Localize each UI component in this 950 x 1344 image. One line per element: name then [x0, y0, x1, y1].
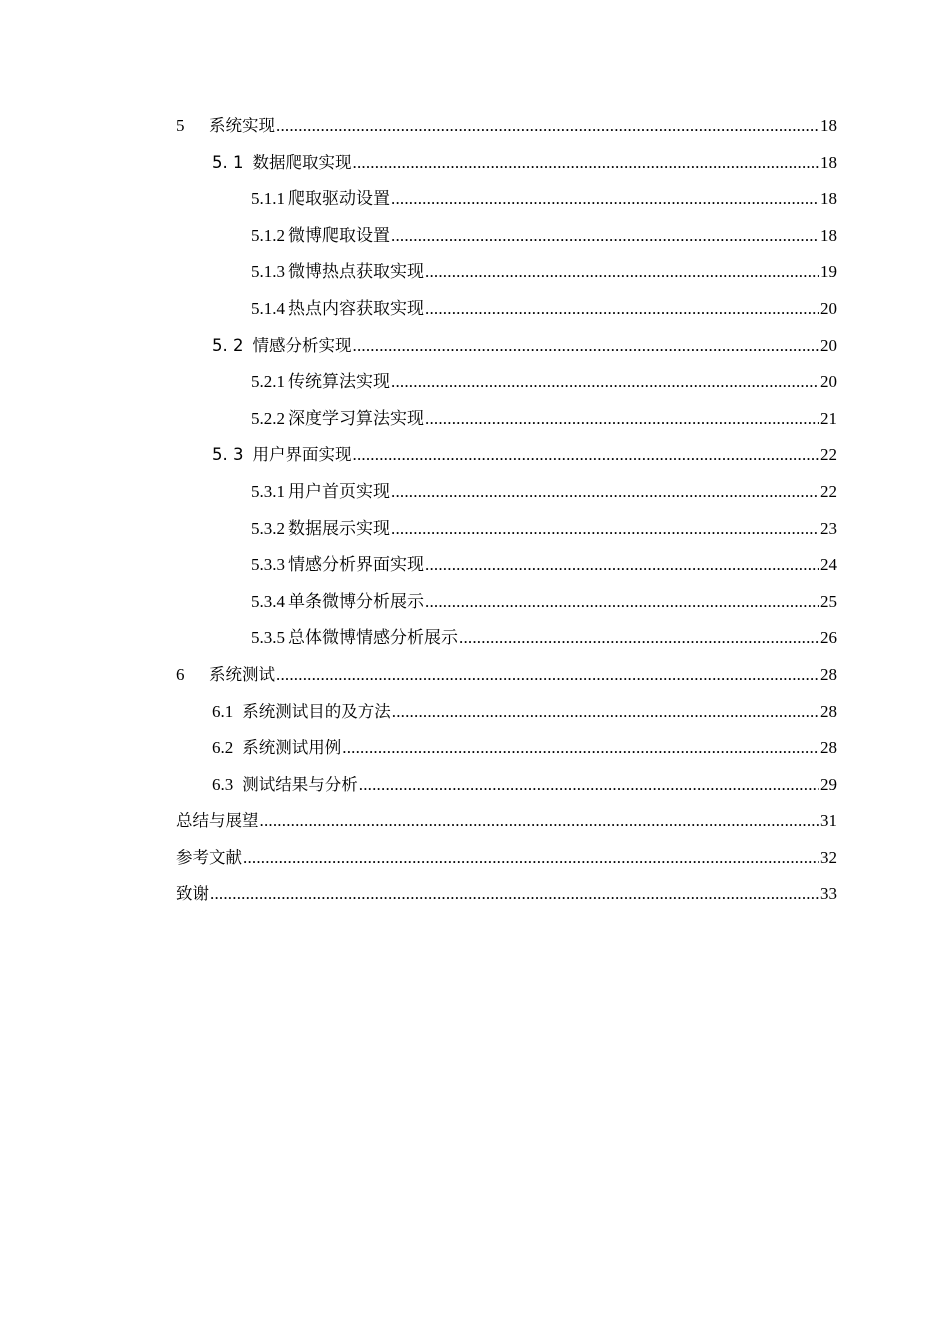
toc-entry-page: 26: [820, 628, 837, 648]
toc-entry-page: 18: [820, 189, 837, 209]
toc-entry-title: 深度学习算法实现: [288, 408, 424, 428]
toc-entry-title: 微博热点获取实现: [288, 262, 424, 282]
toc-entry-number: 5.2.1: [251, 372, 285, 392]
toc-entry-title: 系统测试目的及方法: [242, 701, 391, 721]
toc-entry-page: 20: [820, 335, 837, 355]
toc-entry[interactable]: [176, 657, 837, 694]
toc-entry[interactable]: [176, 291, 837, 328]
toc-entry-title: 参考文献: [176, 847, 242, 867]
toc-entry-number: 5.3.5: [251, 628, 285, 648]
toc-entry-title: 总体微博情感分析展示: [288, 628, 458, 648]
toc-entry[interactable]: [176, 364, 837, 401]
toc-entry-number: 5.3.3: [251, 555, 285, 575]
table-of-contents: [176, 108, 837, 913]
toc-entry-title: 情感分析实现: [252, 335, 352, 355]
toc-entry-title: 测试结果与分析: [242, 774, 358, 794]
toc-entry-number: 5.3.1: [251, 481, 285, 501]
toc-entry[interactable]: [176, 145, 837, 182]
toc-dot-leader: [276, 108, 819, 145]
toc-entry-page: 22: [820, 481, 837, 501]
toc-dot-leader: [391, 364, 819, 401]
toc-dot-leader: [391, 511, 819, 548]
toc-entry-number: 5.3.4: [251, 591, 285, 611]
toc-entry-page: 23: [820, 518, 837, 538]
toc-entry-title: 总结与展望: [176, 811, 259, 831]
toc-dot-leader: [210, 876, 819, 913]
toc-entry-number: 5.1.1: [251, 189, 285, 209]
toc-dot-leader: [425, 291, 819, 328]
toc-entry-title: 情感分析界面实现: [288, 555, 424, 575]
toc-entry-page: 18: [820, 225, 837, 245]
toc-entry-number: 5.1.2: [251, 225, 285, 245]
toc-entry-page: 28: [820, 701, 837, 721]
toc-entry-title: 用户首页实现: [288, 481, 390, 501]
toc-entry-number: 5.1.3: [251, 262, 285, 282]
toc-entry[interactable]: [176, 694, 837, 731]
toc-entry[interactable]: [176, 254, 837, 291]
toc-entry-page: 20: [820, 372, 837, 392]
toc-entry-number: 5.2.2: [251, 408, 285, 428]
toc-entry-title: 传统算法实现: [288, 372, 390, 392]
toc-entry-page: 25: [820, 591, 837, 611]
toc-dot-leader: [243, 840, 819, 877]
toc-dot-leader: [391, 218, 819, 255]
toc-entry-page: 31: [820, 811, 837, 831]
toc-entry-title: 数据爬取实现: [252, 152, 352, 172]
toc-entry[interactable]: [176, 876, 837, 913]
toc-entry-title: 微博爬取设置: [288, 225, 390, 245]
toc-dot-leader: [359, 767, 819, 804]
toc-entry-title: 系统实现: [209, 116, 275, 135]
toc-entry[interactable]: [176, 218, 837, 255]
toc-entry[interactable]: [176, 767, 837, 804]
toc-entry-number: 5. 3: [212, 445, 244, 465]
toc-entry[interactable]: [176, 620, 837, 657]
toc-entry[interactable]: [176, 584, 837, 621]
toc-entry[interactable]: [176, 511, 837, 548]
toc-entry[interactable]: [176, 803, 837, 840]
toc-entry[interactable]: [176, 474, 837, 511]
toc-entry-title: 系统测试: [209, 664, 275, 684]
toc-entry-title: 致谢: [176, 884, 209, 904]
toc-dot-leader: [391, 181, 819, 218]
toc-entry-page: 18: [820, 116, 837, 135]
toc-dot-leader: [425, 547, 819, 584]
toc-entry-title: 单条微博分析展示: [288, 591, 424, 611]
toc-entry-page: 22: [820, 445, 837, 465]
toc-entry-number: 5. 2: [212, 335, 244, 355]
toc-entry-number: 6: [176, 664, 185, 684]
toc-entry[interactable]: [176, 401, 837, 438]
toc-entry-page: 21: [820, 408, 837, 428]
toc-entry-number: 5.1.4: [251, 298, 285, 318]
toc-dot-leader: [353, 145, 820, 182]
toc-entry-page: 28: [820, 664, 837, 684]
toc-dot-leader: [276, 657, 819, 694]
toc-entry[interactable]: [176, 328, 837, 365]
toc-entry[interactable]: [176, 108, 837, 145]
toc-dot-leader: [425, 401, 819, 438]
toc-entry-page: 32: [820, 847, 837, 867]
toc-entry-title: 数据展示实现: [288, 518, 390, 538]
toc-dot-leader: [353, 437, 820, 474]
toc-entry-title: 热点内容获取实现: [288, 298, 424, 318]
toc-dot-leader: [391, 474, 819, 511]
toc-entry-page: 28: [820, 738, 837, 758]
toc-entry[interactable]: [176, 840, 837, 877]
toc-dot-leader: [425, 254, 819, 291]
toc-entry-number: 5.3.2: [251, 518, 285, 538]
toc-entry-page: 29: [820, 774, 837, 794]
toc-entry-page: 24: [820, 555, 837, 575]
toc-dot-leader: [342, 730, 819, 767]
toc-dot-leader: [392, 694, 819, 731]
toc-entry-number: 5: [176, 116, 185, 135]
toc-entry-number: 6.3: [212, 774, 234, 794]
toc-entry-title: 系统测试用例: [242, 738, 342, 758]
toc-entry-number: 6.1: [212, 701, 234, 721]
toc-entry-number: 6.2: [212, 738, 234, 758]
toc-entry[interactable]: [176, 181, 837, 218]
toc-dot-leader: [459, 620, 819, 657]
toc-dot-leader: [425, 584, 819, 621]
toc-entry-title: 爬取驱动设置: [288, 189, 390, 209]
toc-entry[interactable]: [176, 547, 837, 584]
toc-entry[interactable]: [176, 730, 837, 767]
toc-entry-page: 20: [820, 298, 837, 318]
toc-dot-leader: [353, 328, 820, 365]
toc-entry-page: 19: [820, 262, 837, 282]
toc-entry[interactable]: [176, 437, 837, 474]
toc-entry-title: 用户界面实现: [252, 445, 352, 465]
toc-dot-leader: [260, 803, 820, 840]
toc-entry-page: 33: [820, 884, 837, 904]
toc-entry-number: 5. 1: [212, 152, 244, 172]
toc-entry-page: 18: [820, 152, 837, 172]
